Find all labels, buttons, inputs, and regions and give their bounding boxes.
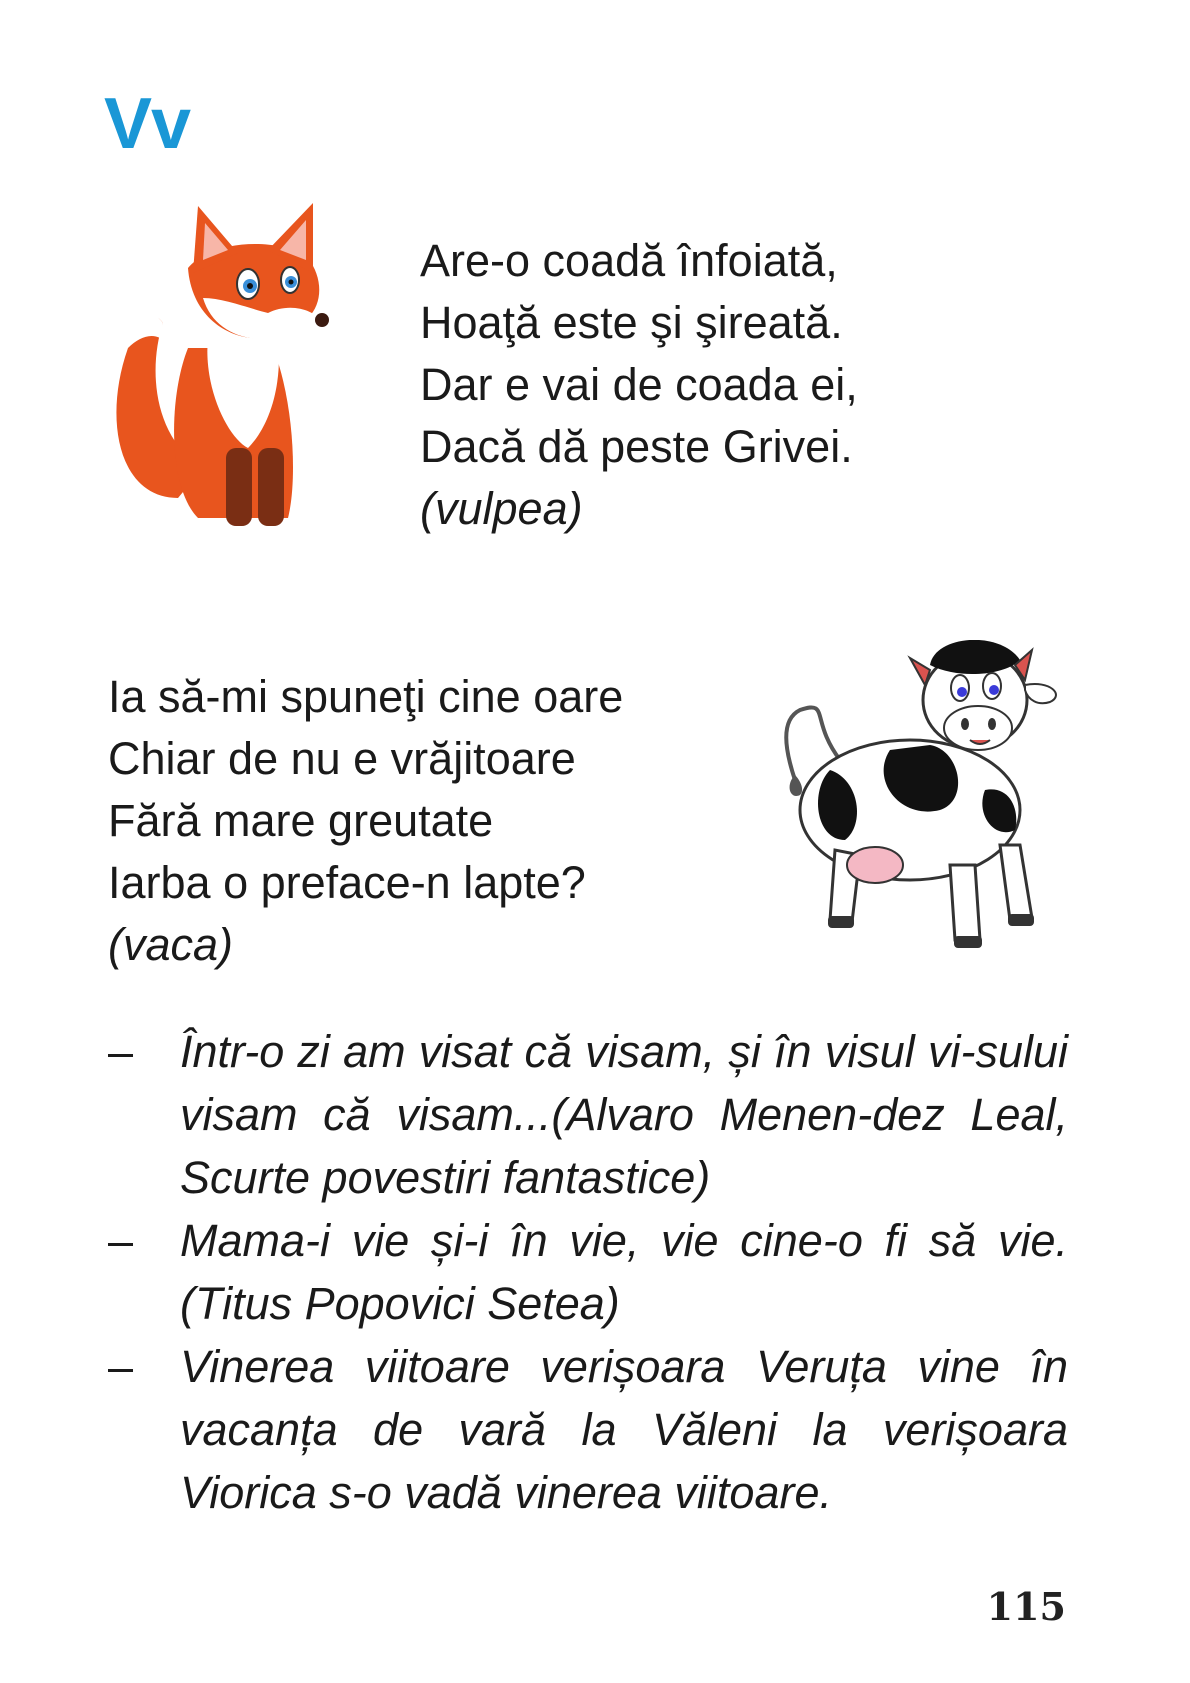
riddle-line: Fără mare greutate [108, 795, 494, 846]
riddle-line: Hoaţă este şi şireată. [420, 297, 843, 348]
page-number: 115 [986, 1584, 1066, 1629]
riddle-line: Dar e vai de coada ei, [420, 359, 858, 410]
fox-illustration [108, 198, 348, 538]
riddle-line: Ia să-mi spuneţi cine oare [108, 671, 624, 722]
riddle-line: Chiar de nu e vrăjitoare [108, 733, 576, 784]
riddle-answer: (vaca) [108, 919, 234, 970]
list-item [108, 1335, 1068, 1524]
dash-bullet: – [108, 1215, 134, 1266]
quote-text: Într-o zi am visat că visam, și în visul vi-sului visam că visam...(Alvaro Menen-dez Leal, Scurte povestiri fantastice) [180, 1026, 1068, 1203]
list-item [108, 1209, 1068, 1335]
riddle-line: Are-o coadă înfoiată, [420, 235, 838, 286]
letter-heading: Vv [104, 84, 191, 164]
quote-text: Mama-i vie și-i în vie, vie cine-o fi să vie. (Titus Popovici Setea) [180, 1215, 1068, 1329]
dash-bullet: – [108, 1341, 134, 1392]
dash-bullet: – [108, 1026, 134, 1077]
fox-riddle [420, 230, 858, 540]
riddle-answer: (vulpea) [420, 483, 583, 534]
cow-riddle [108, 666, 623, 976]
riddle-line: Dacă dă peste Grivei. [420, 421, 853, 472]
list-item [108, 1020, 1068, 1209]
riddle-line: Iarba o preface-n lapte? [108, 857, 586, 908]
quotes-list [108, 1020, 1068, 1524]
quote-text: Vinerea viitoare verișoara Veruța vine în vacanța de vară la Văleni la verișoara Viorica s-o vadă vinerea viitoare. [180, 1341, 1068, 1518]
cow-illustration [770, 640, 1070, 960]
